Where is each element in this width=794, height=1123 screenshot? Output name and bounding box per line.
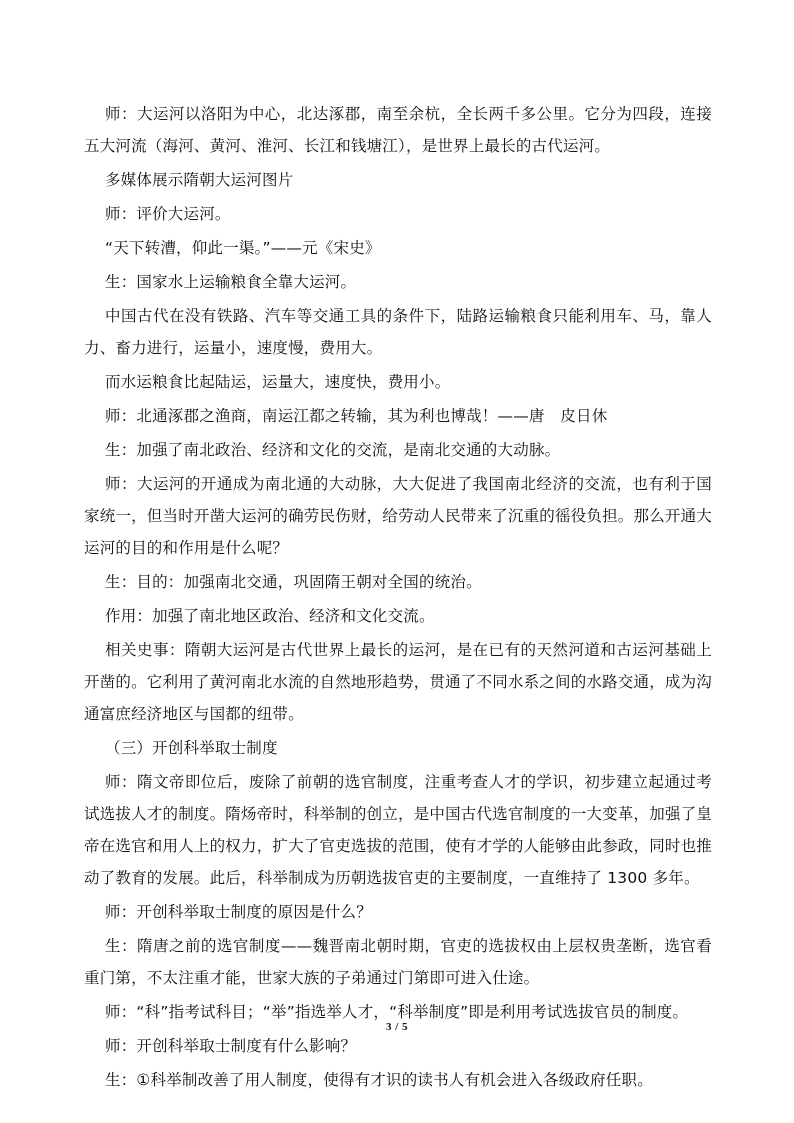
paragraph: 师：大运河的开通成为南北通的大动脉，大大促进了我国南北经济的交流，也有利于国家统一，但当时开凿大运河的确劳民伤财，给劳动人民带来了沉重的徭役负担。那么开通大运河的目的和作用是什么呢？ bbox=[84, 475, 713, 557]
quotation: “天下转漕，仰此一渠。”——元《宋史》 bbox=[105, 239, 381, 257]
page-number: 3 / 5 bbox=[385, 1021, 409, 1033]
paragraph: 师：开创科举取士制度有什么影响？ bbox=[105, 1037, 357, 1055]
quotation: 师：北通涿郡之渔商，南运江都之转输，其为利也博哉！——唐 皮日休 bbox=[105, 407, 608, 425]
paragraph: 师：评价大运河。 bbox=[105, 205, 231, 223]
paragraph: 生：隋唐之前的选官制度——魏晋南北朝时期，官吏的选拔权由上层权贵垄断，选官看重门第，不太注重才能，世家大族的子弟通过门第即可进入仕途。 bbox=[84, 937, 712, 987]
paragraph: 生：①科举制改善了用人制度，使得有才识的读书人有机会进入各级政府任职。 bbox=[105, 1071, 653, 1089]
section-heading: （三）开创科举取士制度 bbox=[105, 739, 278, 757]
paragraph: 生：国家水上运输粮食全靠大运河。 bbox=[105, 273, 357, 291]
paragraph: 而水运粮食比起陆运，运量大，速度快，费用小。 bbox=[105, 373, 451, 391]
paragraph: 中国古代在没有铁路、汽车等交通工具的条件下，陆路运输粮食只能利用车、马，靠人力、畜力进行，运量小，速度慢，费用大。 bbox=[84, 307, 712, 357]
paragraph: 师：“科”指考试科目；“举”指选举人才，“科举制度”即是利用考试选拔官员的制度。 bbox=[105, 1003, 689, 1021]
paragraph: 生：目的：加强南北交通，巩固隋王朝对全国的统治。 bbox=[105, 573, 482, 591]
paragraph: 师：开创科举取士制度的原因是什么？ bbox=[105, 903, 372, 921]
document-body bbox=[84, 98, 712, 1098]
paragraph: 相关史事：隋朝大运河是古代世界上最长的运河，是在已有的天然河道和古运河基础上开凿的。它利用了黄河南北水流的自然地形趋势，贯通了不同水系之间的水路交通，成为沟通富庶经济地区与国都的纽带。 bbox=[84, 641, 713, 723]
paragraph: 多媒体展示隋朝大运河图片 bbox=[105, 171, 294, 189]
paragraph: 生：加强了南北政治、经济和文化的交流，是南北交通的大动脉。 bbox=[105, 441, 561, 459]
paragraph: 师：隋文帝即位后，废除了前朝的选官制度，注重考查人才的学识，初步建立起通过考试选拔人才的制度。隋炀帝时，科举制的创立，是中国古代选官制度的一大变革，加强了皇帝在选官和用人上的权力，扩大了官吏选拔的范围，使有才学的人能够由此参政，同时也推动了教育的发展。此后，科举制成为历朝选拔官吏的主要制度，一直维持了 1300 多年。 bbox=[84, 773, 713, 887]
paragraph: 师：大运河以洛阳为中心，北达涿郡，南至余杭，全长两千多公里。它分为四段，连接五大河流（海河、黄河、淮河、长江和钱塘江），是世界上最长的古代运河。 bbox=[84, 105, 712, 155]
paragraph: 作用：加强了南北地区政治、经济和文化交流。 bbox=[105, 607, 435, 625]
